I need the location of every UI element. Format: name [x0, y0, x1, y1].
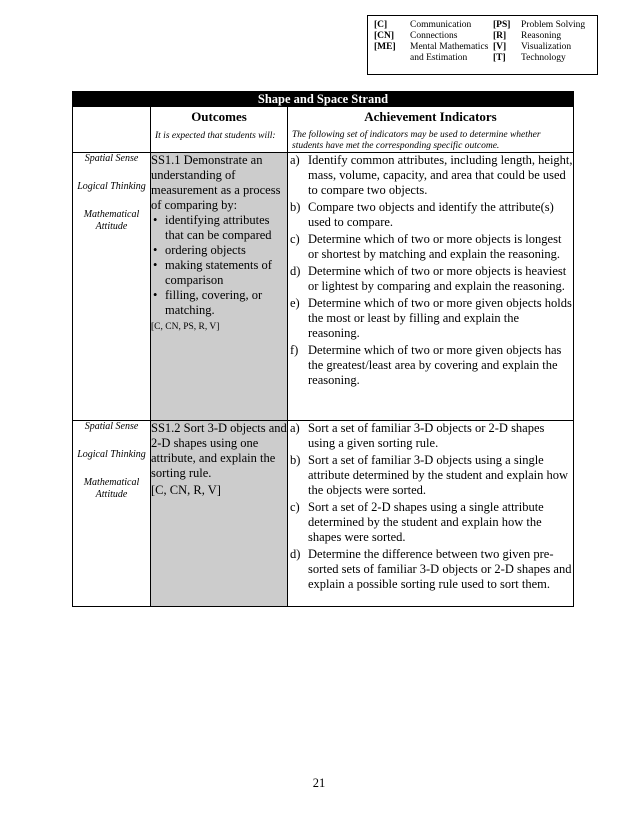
legend-code: [CN] [374, 31, 395, 41]
legend-name: Visualization [521, 42, 572, 52]
indicators-subheading: The following set of indicators may be used to determine whether students have met the corresponding specific outcome. [292, 130, 541, 151]
indicator-item [288, 296, 573, 341]
indicator-letter: a) [290, 421, 300, 435]
legend-code: [PS] [493, 20, 511, 30]
indicators-header [288, 107, 574, 153]
legend-code: [V] [493, 42, 507, 52]
indicator-text: Determine which of two or more objects is heaviest or lightest by comparing and explain the reasoning. [308, 264, 567, 293]
outcome-statement: SS1.1 Demonstrate an understanding of measurement as a process of comparing by: [151, 153, 281, 212]
indicator-item [288, 547, 573, 592]
indicators-heading: Achievement Indicators [364, 109, 497, 124]
legend-name: Reasoning [521, 31, 562, 41]
outcomes-heading: Outcomes [191, 109, 247, 124]
legend-name: Problem Solving [521, 20, 586, 30]
process-label: Spatial Sense [84, 421, 139, 432]
process-codes: [C, CN, R, V] [151, 483, 221, 497]
indicator-item [288, 153, 573, 198]
process-cell [73, 153, 151, 421]
outcome-row [73, 421, 574, 607]
indicator-item [288, 453, 573, 498]
indicator-text: Determine which of two or more given objects has the greatest/least area by covering and explain the reasoning. [308, 343, 562, 387]
indicator-item [288, 421, 573, 451]
indicator-text: Sort a set of familiar 3-D objects or 2-D shapes using a given sorting rule. [308, 421, 545, 450]
indicators-cell [288, 153, 574, 421]
process-label: Logical Thinking [77, 449, 146, 460]
indicator-text: Sort a set of 2-D shapes using a single attribute determined by the student and explain how the shapes were sorted. [308, 500, 544, 544]
indicator-item [288, 232, 573, 262]
legend-name: Technology [521, 53, 566, 63]
indicator-letter: d) [290, 547, 301, 561]
process-cell [73, 421, 151, 607]
legend-code: [ME] [374, 42, 396, 52]
indicator-text: Determine the difference between two given pre-sorted sets of familiar 3-D objects or 2-D shapes and explain a possible sorting rule used to sort them. [308, 547, 572, 591]
indicator-letter: c) [290, 500, 300, 514]
indicator-letter: b) [290, 453, 301, 467]
strand-title: Shape and Space Strand [73, 92, 574, 107]
outcome-bullet: • making statements of comparison [165, 258, 287, 288]
legend-code: [T] [493, 53, 506, 63]
indicator-item [288, 500, 573, 545]
outcome-bullet: • filling, covering, or matching. [165, 288, 287, 318]
indicator-letter: a) [290, 153, 300, 167]
process-codes: [C, CN, PS, R, V] [151, 322, 220, 332]
indicator-text: Sort a set of familiar 3-D objects using a single attribute determined by the student and explain how the objects were sorted. [308, 453, 568, 497]
indicator-letter: d) [290, 264, 301, 278]
legend-row [374, 20, 585, 31]
page-number: 21 [312, 776, 326, 790]
legend-row [374, 42, 585, 53]
strand-table [72, 91, 574, 607]
outcomes-subheading: It is expected that students will: [155, 131, 276, 141]
outcome-row [73, 153, 574, 421]
legend-row [374, 53, 585, 64]
outcome-bullet: • ordering objects [165, 243, 287, 258]
indicator-item [288, 264, 573, 294]
indicator-item [288, 343, 573, 388]
outcome-cell [151, 421, 288, 607]
process-label: Logical Thinking [77, 181, 146, 192]
indicator-text: Determine which of two or more objects is longest or shortest by matching and explain the reasoning. [308, 232, 562, 261]
process-label: Spatial Sense [84, 153, 139, 164]
indicator-letter: e) [290, 296, 300, 310]
legend-table [374, 20, 585, 64]
process-label: Mathematical Attitude [83, 477, 140, 500]
process-legend [367, 15, 598, 75]
legend-name: and Estimation [410, 53, 468, 63]
outcome-bullet: • identifying attributes that can be compared [165, 213, 287, 243]
indicator-letter: f) [290, 343, 299, 357]
legend-code: [C] [374, 20, 388, 30]
process-header-blank [73, 107, 151, 153]
outcome-cell [151, 153, 288, 421]
legend-row [374, 31, 585, 42]
process-label: Mathematical Attitude [83, 209, 140, 232]
legend-code [374, 53, 410, 64]
outcome-statement: SS1.2 Sort 3-D objects and 2-D shapes using one attribute, and explain the sorting rule. [151, 421, 287, 480]
legend-code: [R] [493, 31, 507, 41]
indicator-list [288, 421, 573, 592]
indicators-cell [288, 421, 574, 607]
indicator-text: Identify common attributes, including length, height, mass, volume, capacity, and area that could be used to compare two objects. [308, 153, 573, 197]
indicator-text: Determine which of two or more given objects holds the most or least by filling and explain the reasoning. [308, 296, 572, 340]
outcomes-header [151, 107, 288, 153]
indicator-letter: c) [290, 232, 300, 246]
legend-name: Communication [410, 20, 472, 30]
outcome-bullets [151, 213, 287, 318]
legend-name: Connections [410, 31, 458, 41]
indicator-list [288, 153, 573, 388]
indicator-letter: b) [290, 200, 301, 214]
indicator-item [288, 200, 573, 230]
indicator-text: Compare two objects and identify the attribute(s) used to compare. [308, 200, 554, 229]
legend-name: Mental Mathematics [410, 42, 489, 52]
